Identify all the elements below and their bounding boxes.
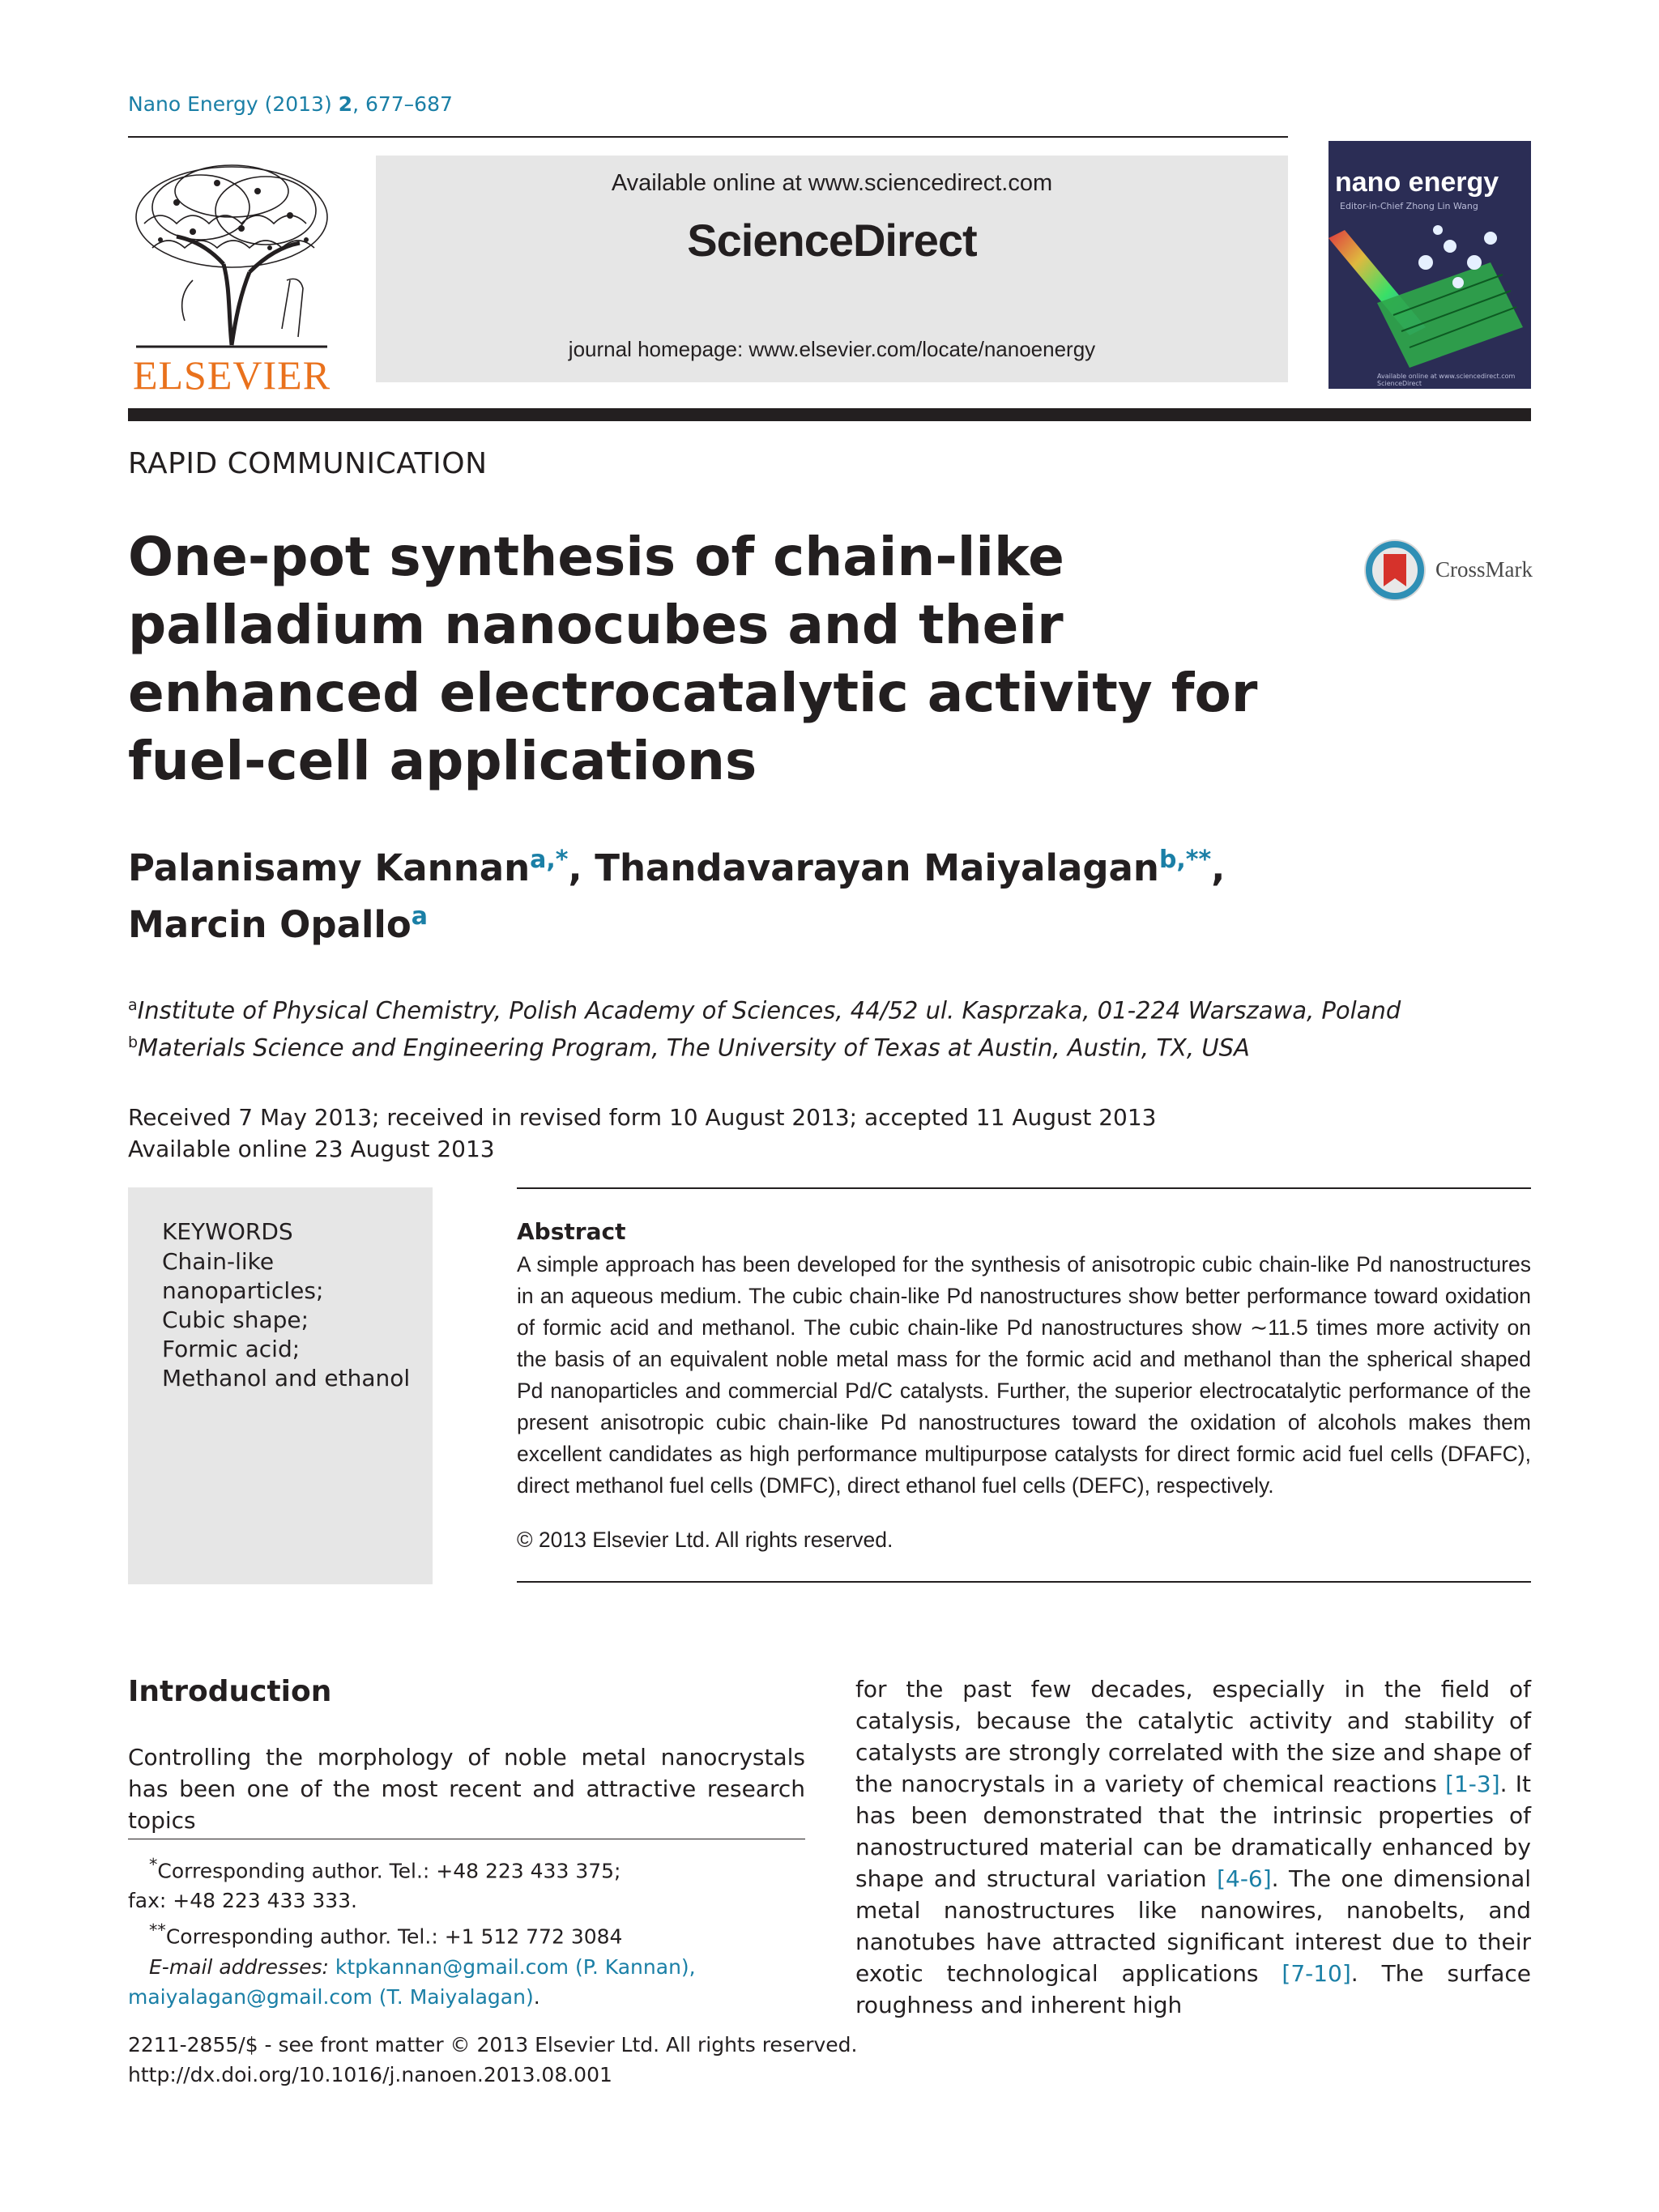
footnote-mark: ** [149,1920,166,1941]
article-type: RAPID COMMUNICATION [128,447,488,480]
keywords-title: KEYWORDS [162,1218,293,1245]
author-affiliation-mark[interactable]: a,* [530,846,569,874]
footnote-1-fax: fax: +48 223 433 333. [128,1889,357,1913]
section-heading-introduction: Introduction [128,1675,332,1708]
article-dates [128,1102,1156,1165]
keyword-item: nanoparticles; [162,1277,324,1304]
intro-left-column: Controlling the morphology of noble metal nanocrystals has been one of the most recent and attractive research topics [128,1744,805,1834]
abstract-copyright: © 2013 Elsevier Ltd. All rights reserved. [517,1528,893,1552]
keywords-box [128,1187,433,1584]
affiliation-mark: a [128,996,138,1014]
intro-right-column [855,1673,1531,2021]
email-end: . [533,1984,540,2009]
affiliation-mark: b [128,1033,139,1051]
cover-title: nano energy [1335,167,1499,198]
cover-footer: Available online at www.sciencedirect.com ScienceDirect [1377,373,1516,387]
journal-volume: 2 [338,92,353,116]
footnote-2 [128,1916,805,1951]
email-line-2 [128,1982,805,2012]
keywords-list [162,1247,429,1393]
footnote-1 [128,1850,805,1886]
journal-cover[interactable] [1328,141,1531,389]
abstract-text: A simple approach has been developed for the synthesis of anisotropic cubic chain-like Pd nanostructures in an aqueous medium. The cubic chain-like Pd nanostructures show better performance toward oxidation of formic acid and methanol. The cubic chain-like Pd nanostructures show ∼11.5 times more activity on the basis of an equivalent noble metal mass for the formic acid and methanol than the spherical shaped Pd nanoparticles and commercial Pd/C catalysts. Further, the superior electrocatalytic performance of the present anisotropic cubic chain-like Pd nanostructures toward the oxidation of alcohols makes them excellent candidates as high performance multipurpose catalysts for direct formic acid fuel cells (DFAFC), direct methanol fuel cells (DMFC), direct ethanol fuel cells (DEFC), respectively. [517,1252,1531,1498]
header-thick-rule [128,408,1531,421]
author-name: Thandavarayan Maiyalagan [595,846,1159,889]
email-label: E-mail addresses: [149,1954,335,1979]
journal-reference[interactable] [128,92,453,116]
crossmark-label: CrossMark [1435,557,1533,582]
body-text: . It has been demonstrated that the intrinsic properties of nanostructured material can be dramatically enhanced by shape and structural variation [855,1771,1531,1892]
sciencedirect-banner [376,156,1288,382]
received-dates: Received 7 May 2013; received in revised form 10 August 2013; accepted 11 August 2013 [128,1104,1157,1131]
journal-pages: , 677–687 [352,92,453,116]
article-title: One-pot synthesis of chain-like palladium nanocubes and their enhanced electrocatalytic activity for fuel-cell applications [128,526,1258,792]
keyword-item: Methanol and ethanol [162,1365,411,1392]
author-list: Palanisamy Kannan$^{a,*}$, Thandavarayan Maiyalagan$^{b,**}$, Marcin Opallo$^a$ [128,846,1226,946]
keyword-item: Cubic shape; [162,1306,309,1333]
email-separator: , [689,1954,696,1979]
available-online-date: Available online 23 August 2013 [128,1136,495,1162]
body-text: . The one dimensional metal nanostructures like nanowires, nanobelts, and nanotubes have attracted significant interest due to their exotic technological applications [855,1865,1532,1987]
citation-link[interactable]: [7-10] [1282,1960,1351,1987]
email-link-kannan[interactable]: ktpkannan@gmail.com (P. Kannan) [335,1954,689,1979]
abstract-top-rule [517,1187,1531,1189]
citation-link[interactable]: [1-3] [1445,1771,1500,1797]
footnote-text: Corresponding author. Tel.: +48 223 433 375; [157,1859,621,1883]
author-name: Palanisamy Kannan [128,846,531,889]
author-affiliation-mark[interactable]: a [411,902,428,931]
affiliation-item [128,990,1505,1027]
available-online-text[interactable]: Available online at www.sciencedirect.com [611,170,1053,196]
body-text: for the past few decades, especially in the field of catalysis, because the catalytic activity and stability of catalysts are strongly correlated with the size and shape of the nanocrystals in a variety of chemical reactions [855,1676,1531,1797]
journal-name: Nano Energy (2013) [128,92,339,116]
author-affiliation-mark[interactable]: b,** [1158,846,1212,874]
crossmark-icon [1361,536,1429,604]
body-text: . The surface roughness and inherent high [855,1960,1531,2018]
header-rule [128,136,1288,138]
cover-subtitle: Editor-in-Chief Zhong Lin Wang [1340,201,1478,211]
footnotes [128,1850,805,2012]
keyword-item: Chain-like [162,1248,275,1275]
affiliation-item [128,1027,1505,1064]
doi-line[interactable]: http://dx.doi.org/10.1016/j.nanoen.2013.08.001 [128,2063,612,2086]
crossmark-badge[interactable] [1361,536,1531,604]
footnote-mark: * [149,1855,158,1874]
abstract-bottom-rule [517,1581,1531,1583]
sciencedirect-wordmark[interactable]: ScienceDirect [687,215,977,266]
affiliation-text: Materials Science and Engineering Program, The University of Texas at Austin, Austin, TX, USA [138,1034,1250,1062]
citation-link[interactable]: [4-6] [1217,1865,1272,1892]
footnote-text: Corresponding author. Tel.: +1 512 772 3084 [165,1924,623,1949]
abstract-title: Abstract [517,1218,626,1245]
email-line [128,1952,805,1982]
affiliation-text: Institute of Physical Chemistry, Polish Academy of Sciences, 44/52 ul. Kasprzaka, 01-224 Warszawa, Poland [137,996,1401,1025]
author-name: Marcin Opallo [128,903,412,946]
elsevier-wordmark: ELSEVIER [132,352,331,398]
keyword-item: Formic acid; [162,1336,301,1362]
issn-doi-block [128,2030,858,2090]
issn-line: 2211-2855/$ - see front matter © 2013 Elsevier Ltd. All rights reserved. [128,2033,858,2056]
journal-homepage-text[interactable]: journal homepage: www.elsevier.com/locate/nanoenergy [568,337,1096,361]
email-link-maiyalagan[interactable]: maiyalagan@gmail.com (T. Maiyalagan) [128,1984,534,2009]
affiliations [128,990,1505,1063]
